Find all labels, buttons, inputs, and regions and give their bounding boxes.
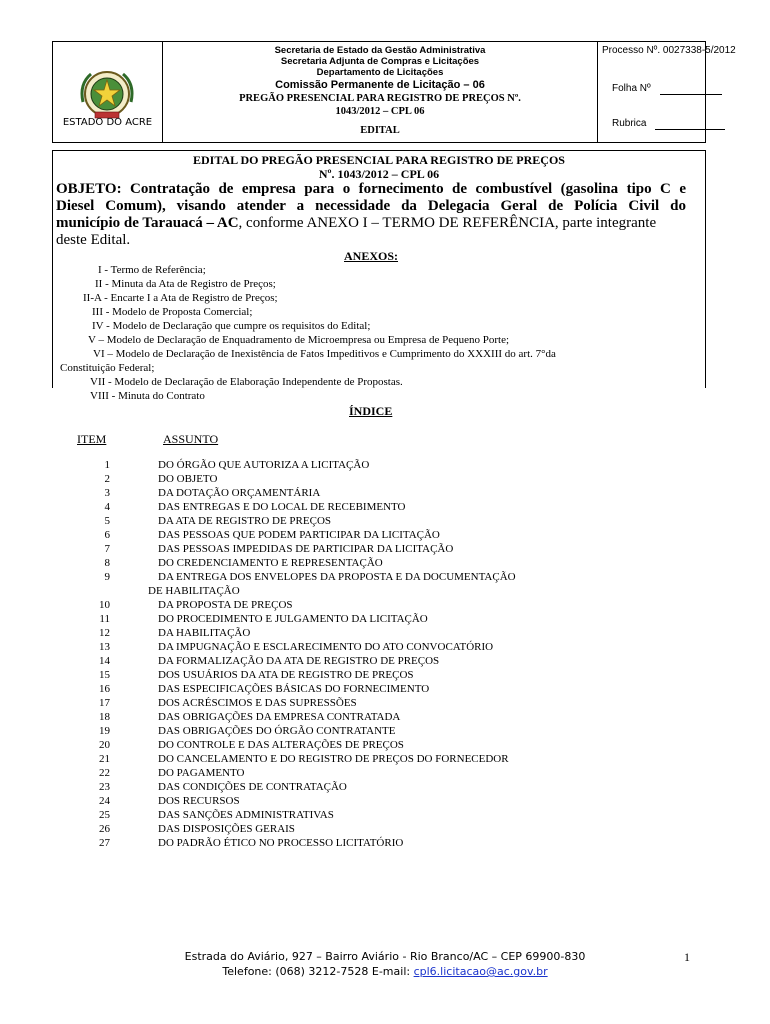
main-box-right-border [705,150,706,388]
index-item-number: 5 [104,515,110,527]
index-item-number: 9 [104,571,110,583]
column-item-header: ITEM [77,432,107,446]
index-item-number: 14 [99,655,110,667]
objeto-line-1: OBJETO: Contratação de empresa para o fornecimento de combustível (gasolina tipo C e [56,181,686,197]
index-item-number: 13 [99,641,110,653]
index-item-title: DA DOTAÇÃO ORÇAMENTÁRIA [158,487,321,499]
header-line-number: 1043/2012 – CPL 06 [335,106,425,117]
anexo-item: I - Termo de Referência; [98,264,206,276]
index-item-title: DA PROPOSTA DE PREÇOS [158,599,293,611]
rubrica-label: Rubrica [612,118,647,129]
index-item-title: DAS ESPECIFICAÇÕES BÁSICAS DO FORNECIMENTO [158,683,430,695]
index-item-title: DA FORMALIZAÇÃO DA ATA DE REGISTRO DE PREÇOS [158,655,440,667]
main-box-top-border [52,150,706,151]
email-link[interactable]: cpl6.licitacao@ac.gov.br [413,965,548,978]
header-line-departamento: Departamento de Licitações [316,67,444,78]
process-number: Processo Nº. 0027338-5/2012 [602,45,736,56]
page-number: 1 [684,950,690,964]
index-item-title: DAS ENTREGAS E DO LOCAL DE RECEBIMENTO [158,501,406,513]
anexo-item: II-A - Encarte I a Ata de Registro de Preços; [83,292,278,304]
index-item-number: 1 [104,459,110,471]
index-item-number: 25 [99,809,110,821]
index-item-title: DOS RECURSOS [158,795,240,807]
anexos-heading: ANEXOS: [344,249,399,263]
index-item-number: 22 [99,767,110,779]
header-line-edital: EDITAL [360,125,400,136]
main-box-left-border [52,150,53,388]
objeto-municipio: município de Tarauacá – AC [56,215,239,231]
objeto-line-2: Diesel Comum), visando atender a necessidade da Delegacia Geral de Polícia Civil do [56,198,686,214]
index-item-title: DO OBJETO [158,473,218,485]
folha-label: Folha Nº [612,83,651,94]
index-item-title: DO ÓRGÃO QUE AUTORIZA A LICITAÇÃO [158,459,370,471]
index-item-title: DO CANCELAMENTO E DO REGISTRO DE PREÇOS DO FORNECEDOR [158,753,509,765]
index-item-number: 10 [99,599,110,611]
index-item-title: DO PROCEDIMENTO E JULGAMENTO DA LICITAÇÃO [158,613,428,625]
index-item-number: 18 [99,711,110,723]
rubrica-blank-line [655,129,725,130]
header-line-secretaria: Secretaria de Estado da Gestão Administrativa [274,45,486,56]
index-item-title: DAS OBRIGAÇÕES DA EMPRESA CONTRATADA [158,711,401,723]
index-item-number: 26 [99,823,110,835]
index-item-number: 4 [104,501,110,513]
index-item-number: 16 [99,683,110,695]
index-item-number: 24 [99,795,110,807]
edital-title: EDITAL DO PREGÃO PRESENCIAL PARA REGISTRO DE PREÇOS [193,153,565,167]
objeto-anexo-ref: , conforme ANEXO I – TERMO DE REFERÊNCIA, parte integrante [238,215,657,231]
index-item-number: 7 [104,543,110,555]
header-line-secretaria-adjunta: Secretaria Adjunta de Compras e Licitações [280,56,480,67]
index-item-number: 23 [99,781,110,793]
objeto-line-4: deste Edital. [56,232,131,248]
header-emblem-cell [53,42,163,142]
folha-blank-line [660,94,722,95]
index-item-number: 21 [99,753,110,765]
index-item-number: 17 [99,697,110,709]
index-item-title: DAS DISPOSIÇÕES GERAIS [158,823,295,835]
indice-heading: ÍNDICE [349,404,393,418]
anexo-item: VI – Modelo de Declaração de Inexistência de Fatos Impeditivos e Cumprimento do XXXIII do art. 7°da [93,348,556,360]
anexo-item: VII - Modelo de Declaração de Elaboração Independente de Propostas. [90,376,403,388]
index-item-number: 8 [104,557,110,569]
index-item-title: DA HABILITAÇÃO [158,627,251,639]
footer-address: Estrada do Aviário, 927 – Bairro Aviário - Rio Branco/AC – CEP 69900-830 [184,950,586,963]
header-line-comissao: Comissão Permanente de Licitação – 06 [275,79,485,91]
index-item-number: 11 [99,613,110,625]
anexo-item-continuation: Constituição Federal; [60,362,155,374]
index-item-number: 19 [99,725,110,737]
state-label: ESTADO DO ACRE [62,117,153,128]
index-item-title: DAS PESSOAS QUE PODEM PARTICIPAR DA LICITAÇÃO [158,529,440,541]
index-item-title: DO CREDENCIAMENTO E REPRESENTAÇÃO [158,557,383,569]
index-item-number: 2 [104,473,110,485]
anexo-item: II - Minuta da Ata de Registro de Preços; [95,278,276,290]
index-item-title: DO PADRÃO ÉTICO NO PROCESSO LICITATÓRIO [158,837,404,849]
footer-contact [0,965,770,978]
objeto-line-3 [56,215,656,232]
index-item-title: DO PAGAMENTO [158,767,245,779]
anexo-item: III - Modelo de Proposta Comercial; [92,306,253,318]
index-item-number: 27 [99,837,110,849]
edital-number: Nº. 1043/2012 – CPL 06 [318,167,440,181]
header-process-cell [598,42,736,142]
index-item-title: DE HABILITAÇÃO [148,585,240,597]
index-item-number: 15 [99,669,110,681]
index-item-title: DOS USUÁRIOS DA ATA DE REGISTRO DE PREÇOS [158,669,414,681]
header-line-pregao: PREGÃO PRESENCIAL PARA REGISTRO DE PREÇOS Nº. [239,93,521,104]
index-item-title: DA IMPUGNAÇÃO E ESCLARECIMENTO DO ATO CONVOCATÓRIO [158,641,494,653]
index-item-title: DAS PESSOAS IMPEDIDAS DE PARTICIPAR DA LICITAÇÃO [158,543,454,555]
index-item-title: DAS SANÇÕES ADMINISTRATIVAS [158,809,334,821]
index-item-title: DAS CONDIÇÕES DE CONTRATAÇÃO [158,781,347,793]
index-item-title: DOS ACRÉSCIMOS E DAS SUPRESSÕES [158,697,357,709]
column-assunto-header: ASSUNTO [163,432,219,446]
index-item-number: 3 [104,487,110,499]
index-item-title: DA ENTREGA DOS ENVELOPES DA PROPOSTA E DA DOCUMENTAÇÃO [158,571,516,583]
index-item-title: DA ATA DE REGISTRO DE PREÇOS [158,515,332,527]
anexo-item: VIII - Minuta do Contrato [90,390,205,402]
index-item-title: DO CONTROLE E DAS ALTERAÇÕES DE PREÇOS [158,739,404,751]
header-title-cell [163,42,598,142]
index-item-number: 12 [99,627,110,639]
index-item-number: 6 [104,529,110,541]
document-header [52,41,736,143]
anexo-item: IV - Modelo de Declaração que cumpre os requisitos do Edital; [92,320,371,332]
anexo-item: V – Modelo de Declaração de Enquadramento de Microempresa ou Empresa de Pequeno Porte; [88,334,510,346]
footer-phone: Telefone: (068) 3212-7528 E-mail: [222,965,414,978]
index-item-number: 20 [99,739,110,751]
index-item-title: DAS OBRIGAÇÕES DO ÓRGÃO CONTRATANTE [158,725,396,737]
